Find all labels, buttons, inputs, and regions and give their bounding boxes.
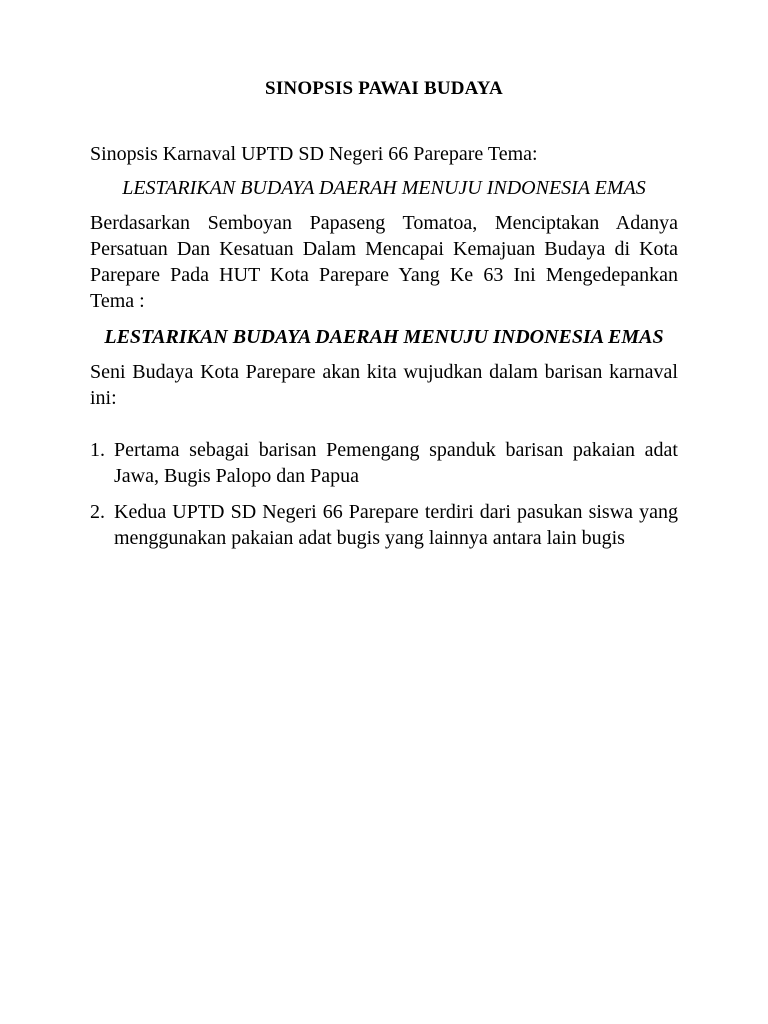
list-item-text: Kedua UPTD SD Negeri 66 Parepare terdiri dari pasukan siswa yang menggunakan pakaian adat bugis yang lainnya antara lain bugis: [114, 501, 678, 549]
list-item: [90, 499, 678, 551]
paragraph-karnaval: Seni Budaya Kota Parepare akan kita wujudkan dalam barisan karnaval ini:: [90, 361, 678, 409]
list-item-number: 2.: [90, 501, 105, 523]
intro-line: Sinopsis Karnaval UPTD SD Negeri 66 Parepare Tema:: [90, 143, 538, 165]
list-item: [90, 437, 678, 489]
list-item-text: Pertama sebagai barisan Pemengang spanduk barisan pakaian adat Jawa, Bugis Palopo dan Papua: [114, 439, 678, 487]
list-item-number: 1.: [90, 439, 105, 461]
theme-italic: LESTARIKAN BUDAYA DAERAH MENUJU INDONESIA EMAS: [122, 177, 646, 199]
theme-bold-italic: LESTARIKAN BUDAYA DAERAH MENUJU INDONESIA EMAS: [104, 326, 664, 348]
karnaval-list: [90, 437, 678, 551]
paragraph-motto: Berdasarkan Semboyan Papaseng Tomatoa, Menciptakan Adanya Persatuan Dan Kesatuan Dalam Mencapai Kemajuan Budaya di Kota Parepare Pada HUT Kota Parepare Yang Ke 63 Ini Mengedepankan Tema :: [90, 212, 678, 312]
document-title: SINOPSIS PAWAI BUDAYA: [265, 78, 503, 99]
